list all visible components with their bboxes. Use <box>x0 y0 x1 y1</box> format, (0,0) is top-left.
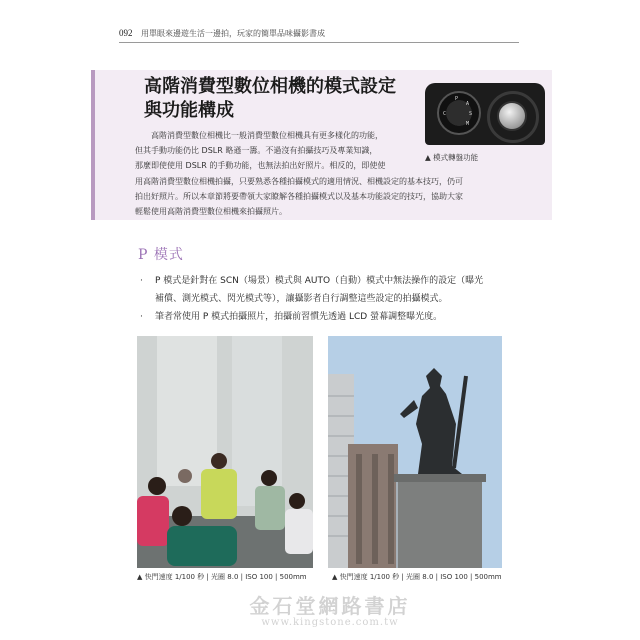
bullet-item: · 筆者常使用 P 模式拍攝照片，拍攝前習慣先透過 LCD 螢幕調整曝光度。 <box>140 308 520 326</box>
statue-photo <box>328 336 502 568</box>
fountain-children-photo <box>137 336 313 568</box>
bullet-list <box>140 272 520 326</box>
intro-line: 但其手動功能仍比 DSLR 略遜一籌。不過沒有拍攝技巧及專業知識， <box>135 146 378 156</box>
mode-dial-icon: P A S M C <box>437 91 481 135</box>
section-title: P 模式 <box>138 247 184 263</box>
intro-line: 拍出好照片。所以本章節將要帶領大家瞭解各種拍攝模式以及基本功能設定的技巧，協助大家 <box>135 192 463 202</box>
left-photo-caption: ▲ 快門速度 1/100 秒 | 光圈 8.0 | ISO 100 | 500mm <box>137 573 307 581</box>
watermark <box>230 590 430 628</box>
camera-caption: ▲ 模式轉盤功能 <box>425 153 479 162</box>
intro-title-line-2: 與功能構成 <box>144 100 234 121</box>
bullet-dot-icon: · <box>140 312 143 322</box>
intro-paragraph-bottom <box>135 174 535 220</box>
bullet-dot-icon: · <box>140 276 143 286</box>
intro-line: 高階消費型數位相機比一般消費型數位相機具有更多樣化的功能， <box>151 131 383 140</box>
watermark-url: www.kingstone.com.tw <box>261 617 399 628</box>
intro-line: 用高階消費型數位相機拍攝，只要熟悉各種拍攝模式的適用情況、相機設定的基本技巧，仍可 <box>135 177 463 186</box>
running-title: 用單眼來邊遊生活一邊拍，玩家的簡單品味攝影書成 <box>141 29 326 38</box>
fountain-scene <box>137 336 313 568</box>
statue-scene <box>328 336 502 568</box>
intro-title <box>144 75 434 123</box>
intro-title-line-1: 高階消費型數位相機的模式設定 <box>144 76 396 97</box>
camera-mode-dial-photo <box>425 83 545 145</box>
intro-line: 輕鬆使用高階消費型數位相機來拍攝照片。 <box>135 207 287 217</box>
right-photo-caption: ▲ 快門速度 1/100 秒 | 光圈 8.0 | ISO 100 | 500mm <box>332 573 502 581</box>
bullet-item: · P 模式是針對在 SCN（場景）模式與 AUTO（自動）模式中無法操作的設定（曝光 補償、測光模式、閃光模式等），讓攝影者自行調整這些設定的拍攝模式。 <box>140 272 520 308</box>
shutter-button-icon <box>497 101 527 131</box>
page-number: 092 <box>119 28 133 38</box>
intro-paragraph-top <box>135 128 425 174</box>
running-header <box>119 28 519 43</box>
intro-line: 那麼即使使用 DSLR 的手動功能，也無法拍出好照片。相反的，即使使 <box>135 161 386 171</box>
watermark-name: 金石堂網路書店 <box>249 594 411 618</box>
